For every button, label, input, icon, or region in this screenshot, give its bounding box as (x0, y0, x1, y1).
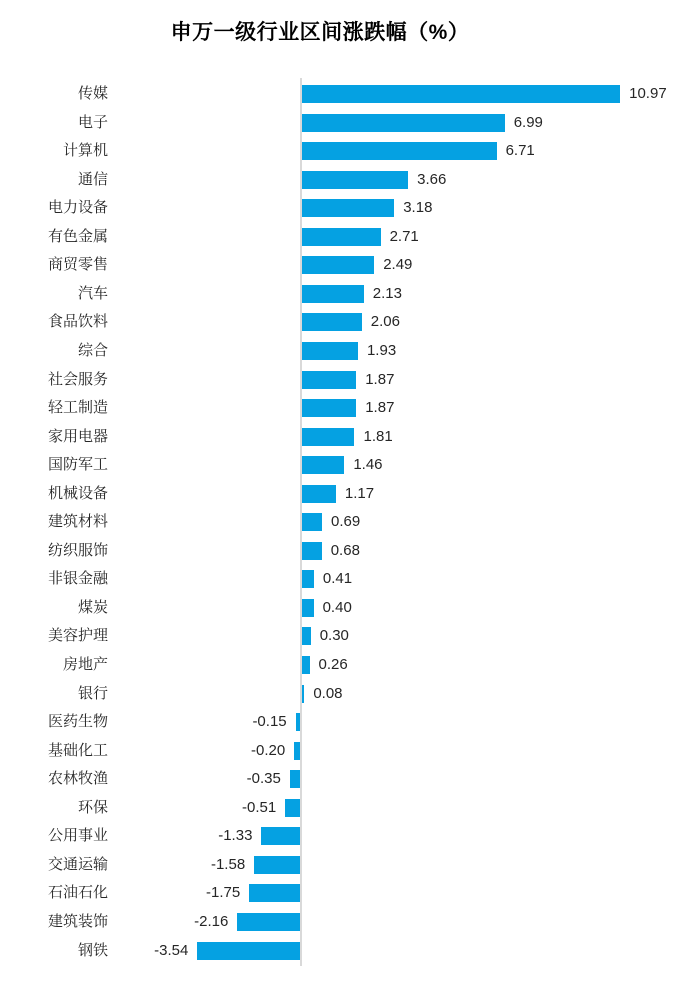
category-label: 计算机 (62, 142, 108, 160)
category-label: 美容护理 (47, 627, 108, 645)
category-label: 石油石化 (47, 884, 108, 902)
bar (302, 142, 497, 160)
bar (302, 570, 314, 588)
value-label: -0.51 (242, 798, 277, 816)
value-label: 2.49 (383, 256, 413, 274)
category-label: 家用电器 (47, 427, 108, 445)
category-label: 电力设备 (47, 199, 108, 217)
bar (302, 542, 322, 560)
value-label: 3.66 (417, 170, 447, 188)
category-label: 社会服务 (47, 370, 108, 388)
category-label: 纺织服饰 (47, 541, 108, 559)
category-label: 有色金属 (47, 227, 108, 245)
value-label: 2.13 (372, 284, 402, 302)
category-label: 电子 (77, 113, 108, 131)
value-label: 0.40 (322, 598, 352, 616)
bar (302, 256, 374, 274)
bar (302, 371, 356, 389)
value-label: 0.69 (331, 513, 361, 531)
bar (302, 599, 314, 617)
bar (302, 513, 322, 531)
value-label: 0.08 (313, 684, 343, 702)
bar (296, 713, 300, 731)
chart-title: 申万一级行业区间涨跌幅（%） (170, 21, 470, 44)
value-label: -1.58 (210, 855, 246, 873)
value-label: 0.41 (322, 570, 353, 588)
category-label: 汽车 (77, 284, 108, 302)
bar (302, 627, 311, 645)
bar (237, 913, 300, 931)
bar (302, 199, 394, 217)
category-label: 基础化工 (47, 741, 108, 759)
category-label: 银行 (77, 684, 108, 702)
value-label: -0.20 (250, 741, 286, 759)
category-label: 房地产 (62, 656, 108, 673)
value-label: 1.93 (366, 341, 397, 359)
value-label: -0.15 (252, 713, 287, 731)
value-label: -1.75 (206, 884, 241, 902)
value-label: 0.26 (318, 656, 348, 673)
value-label: -0.35 (246, 770, 281, 788)
bar (290, 770, 300, 788)
value-label: 3.18 (403, 199, 433, 217)
value-label: 2.06 (370, 313, 400, 331)
value-label: 1.17 (344, 484, 375, 502)
bar (302, 456, 344, 474)
value-label: 0.30 (319, 627, 349, 645)
category-label: 公用事业 (47, 827, 108, 845)
category-label: 非银金融 (47, 570, 108, 588)
category-label: 钢铁 (77, 941, 108, 959)
bar (302, 285, 364, 303)
bar (197, 942, 300, 960)
value-label: -1.33 (218, 827, 253, 845)
bar (302, 171, 408, 189)
bar (302, 313, 362, 331)
category-label: 机械设备 (47, 484, 108, 502)
bar (302, 485, 336, 503)
value-label: 1.46 (353, 456, 383, 474)
bar (302, 85, 620, 103)
category-label: 环保 (77, 798, 108, 816)
value-label: 6.71 (505, 142, 535, 160)
bar (294, 742, 300, 760)
bar (302, 228, 381, 246)
bar (302, 342, 358, 360)
bar (302, 399, 356, 417)
bar (261, 827, 300, 845)
category-label: 食品饮料 (47, 313, 108, 331)
value-label: 10.97 (629, 85, 667, 102)
category-label: 传媒 (77, 85, 108, 102)
value-label: 1.87 (365, 370, 395, 388)
category-label: 建筑材料 (47, 513, 108, 531)
category-label: 农林牧渔 (47, 770, 108, 788)
category-label: 煤炭 (77, 598, 108, 616)
bar (302, 114, 505, 132)
bar (249, 884, 300, 902)
bar (254, 856, 300, 874)
value-label: 1.81 (363, 427, 393, 445)
category-label: 综合 (77, 341, 108, 359)
category-label: 轻工制造 (47, 399, 108, 417)
bar (302, 428, 354, 446)
value-label: 6.99 (513, 113, 543, 131)
value-label: 0.68 (330, 541, 360, 559)
category-label: 建筑装饰 (47, 912, 108, 930)
category-label: 国防军工 (47, 456, 108, 474)
category-label: 交通运输 (47, 855, 108, 873)
value-label: 1.87 (365, 399, 395, 417)
category-label: 通信 (77, 170, 108, 188)
value-label: -3.54 (154, 941, 189, 959)
category-label: 商贸零售 (47, 256, 108, 274)
value-label: 2.71 (389, 227, 419, 245)
bar (285, 799, 300, 817)
value-label: -2.16 (194, 912, 229, 930)
bar (302, 685, 304, 703)
category-label: 医药生物 (47, 713, 108, 731)
bar (302, 656, 310, 674)
